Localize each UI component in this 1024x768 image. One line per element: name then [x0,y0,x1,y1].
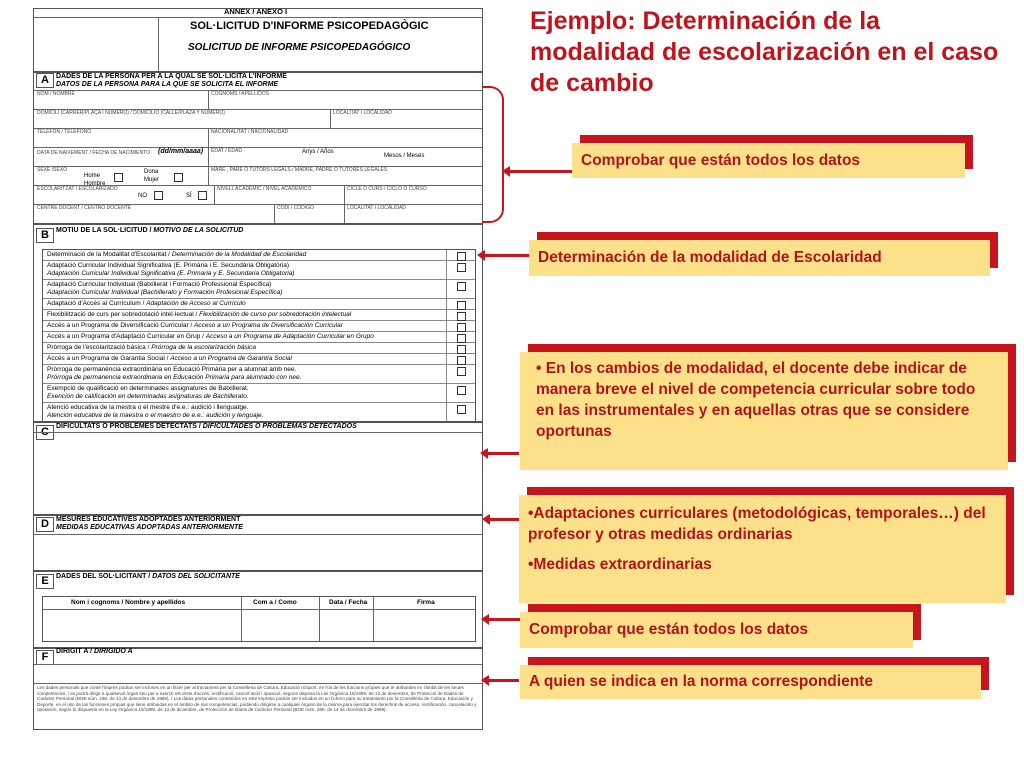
callout-modalidad: Determinación de la modalidad de Escolaridad [529,240,990,276]
label-mesos: Mesos / Meses [384,153,425,159]
section-a-heading-ca: DADES DE LA PERSONA PER A LA QUAL SE SOL·LICITA L'INFORME [56,73,287,80]
form-title-es: SOLICITUD DE INFORME PSICOPEDAGÓGICO [188,42,411,53]
motive-checkbox[interactable] [457,312,466,321]
field-localitat2[interactable]: LOCALITAT / LOCALIDAD [347,205,406,211]
label-si: SÍ [186,193,192,199]
col-data: Data / Fecha [329,599,368,606]
motive-row [43,365,475,384]
motive-row [43,280,475,299]
arrow-3 [487,452,519,455]
callout-adaptaciones [519,495,1006,603]
motive-row [43,321,475,332]
form-title-ca: SOL·LICITUD D'INFORME PSICOPEDAGÒGIC [190,20,429,32]
arrow-1 [509,170,572,173]
callout-check-data-1: Comprobar que están todos los datos [572,143,965,178]
section-f-letter: F [36,650,54,665]
checkbox-si[interactable] [198,191,207,200]
date-format: (dd/mm/aaaa) [158,148,204,155]
motive-checkbox[interactable] [457,252,466,261]
motive-row [43,332,475,343]
motive-label: Pròrroga de l'escolarització bàsica / Prórroga de la escolarización básica [47,344,256,351]
privacy-footer: Les dades personals que conté l'imprès podran ser incloses en un fitxer per al tractament per la Conselleria de Cultura, Educació i Esport, en l'ús de les funcions pròpies que té atribuïdes en l'àmbit de les seues competències, i es podrà dirigir a qualsevol òrgan seu per a exercir els drets d'accés, rectificació, cancel·lació i oposició, segons disposa la Llei Orgànica 15/1999, de 13 de desembre, de Protecció de Dades de Caràcter Personal (BOE núm. 298, de 14 de desembre de 1999). / Los datos personales contenidos en este impreso podrán ser incluidos en un fichero para su tratamiento por la Conselleria de Cultura, Educación y Deporte, en el uso de las funciones propias que tiene atribuidas en el ámbito de sus competencias, pudiendo dirigirse a cualquier órgano de la misma para ejercitar los derechos de acceso, rectificación, cancelación y oposición, según lo dispuesto en la Ley Orgánica 15/1999, de 13 de diciembre, de Protección de Datos de Carácter Personal (BOE núm. 298, de 14 de diciembre de 1999). [37,685,477,713]
motive-row [43,343,475,354]
field-pares[interactable]: MARE , PARE O TUTORS LEGALS / MADRE, PADRE O TUTORES LEGALES [211,167,388,173]
motive-label: Determinació de la Modalitat d'Escolaritat / Determinación de la Modalidad de Escolaridad [47,251,307,258]
arrow-4 [489,518,519,521]
motive-row [43,384,475,403]
callout-competencia: • En los cambios de modalidad, el docente debe indicar de manera breve el nivel de competencia curricular sobre todo en las instrumentales y en aquellas otras que se considere oportunas [520,352,1008,470]
field-naixement[interactable]: DATA DE NAIXEMENT / FECHA DE NACIMIENTO [37,150,150,156]
section-b-heading: MOTIU DE LA SOL·LICITUD / MOTIVO DE LA SOLICITUD [56,227,244,234]
motive-checkbox[interactable] [457,263,466,272]
motive-label: Atenció educativa de la mestra o el mestre d'e.e.: audició i llenguatge. Atención educativa de la maestra o el maestro de e.e.: audición y lenguaje. [47,404,264,419]
field-sexe: SEXE /SEXO [37,167,68,173]
motive-row [43,299,475,310]
col-com: Com a / Como [253,599,297,606]
motive-label: Accés a un Programa de Garantia Social / Acceso a un Programa de Garantía Social [47,355,292,362]
field-nivell[interactable]: NIVELL ACADÈMIC / NIVEL ACADÉMICO [217,186,312,192]
motive-label: Adaptació Curricular Individual Significativa (E. Primària i E. Secundària Obligatòria) Adaptación Curricular Individual Significativa (E. Primaria y E. Secundaria Obligatoria) [47,262,295,277]
field-nom[interactable]: NOM / NOMBRE [37,91,75,97]
motive-row [43,261,475,280]
section-e-letter: E [36,574,54,589]
section-c-heading: DIFICULTATS O PROBLEMES DETECTATS / DIFICULTADES O PROBLEMAS DETECTADOS [56,423,357,430]
section-a-heading-es: DATOS DE LA PERSONA PARA LA QUE SE SOLICITA EL INFORME [56,81,279,88]
motive-label: Flexibilització de curs per sobredotació intel·lectual / Flexibilización de curso por sobredotación intelectual [47,311,352,318]
motive-label: Adaptació d'Accés al Currículum / Adaptación de Acceso al Currículo [47,300,246,307]
col-firma: Firma [417,599,435,606]
motive-label: Accés a un Programa de Diversificació Curricular / Acceso a un Programa de Diversificación Curricular [47,322,343,329]
section-e-heading: DADES DEL SOL·LICITANT / DATOS DEL SOLICITANTE [56,573,240,580]
section-d-letter: D [36,517,54,532]
motive-checkbox[interactable] [457,345,466,354]
motive-checkbox[interactable] [457,386,466,395]
application-form [33,8,483,730]
annex-label: ANNEX / ANEXO I [224,7,288,16]
section-b-letter: B [36,228,54,243]
checkbox-home[interactable] [114,173,123,182]
label-anys: Anys / Años [302,149,334,155]
section-d-heading-ca: MESURES EDUCATIVES ADOPTADES ANTERIORMENT [56,516,241,523]
label-home: Home Hombre [84,173,106,187]
arrow-2 [484,254,530,257]
field-localitat[interactable]: LOCALITAT / LOCALIDAD [333,110,392,116]
motive-checkbox[interactable] [457,367,466,376]
slide-title: Ejemplo: Determinación de la modalidad de escolarización en el caso de cambio [530,7,999,97]
motive-checkbox[interactable] [457,405,466,414]
field-escolaritzat: ESCOLARITZAT / ESCOLARIZADO [37,186,118,192]
callout-adaptaciones-extraordinarias: •Medidas extraordinarias [528,556,712,573]
arrow-6 [488,679,519,682]
applicant-table [42,596,476,642]
motive-checkbox[interactable] [457,301,466,310]
motive-checkbox[interactable] [457,323,466,332]
motive-label: Exempció de qualificació en determinades assignatures de Batxillerat. Exención de calificación en determinadas asignaturas de Bachillerato. [47,385,249,400]
field-domicili[interactable]: DOMICILI (CARRER/PLAÇA I NÚMERO) / DOMICILIO (CALLE/PLAZA Y NÚMERO) [37,110,225,116]
section-a-brace [482,86,504,223]
checkbox-dona[interactable] [174,173,183,182]
field-nacionalitat[interactable]: NACIONALITAT / NACIONALIDAD [211,129,289,135]
motive-row [43,250,475,261]
section-c-letter: C [36,425,54,440]
motive-table [42,249,476,422]
callout-dirigido: A quien se indica en la norma correspondiente [520,665,981,699]
field-centre[interactable]: CENTRE DOCENT / CENTRO DOCENTE [37,205,132,211]
field-telefon[interactable]: TELÈFON / TELÉFONO [37,129,92,135]
motive-label: Pròrroga de permanència extraordinària en Educació Primària per a alumnat amb nee. Prórroga de permanencia extraordinaria en Educación Primaria para alumnado con nee. [47,366,302,381]
section-a-letter: A [36,73,54,88]
motive-label: Accés a un Programa d'Adaptació Curricular en Grup / Acceso a un Programa de Adaptación Curricular en Grupo [47,333,374,340]
motive-label: Adaptació Curricular Individual (Batxillerat i Formació Professional Específica) Adaptación Curricular Individual (Bachillerato y Formación Profesional Específica) [47,281,283,296]
motive-row [43,403,475,421]
arrow-5 [488,618,520,621]
col-nom: Nom i cognoms / Nombre y apellidos [71,599,186,606]
motive-checkbox[interactable] [457,282,466,291]
field-cicle[interactable]: CICLE O CURS / CICLO O CURSO [347,186,427,192]
label-dona: Dona Mujer [144,169,160,183]
section-f-heading: DIRIGIT A / DIRIGIDO A [56,648,133,655]
motive-row [43,310,475,321]
field-codi[interactable]: CODI / CÓDIGO [277,205,314,211]
callout-adaptaciones-ordinarias: •Adaptaciones curriculares (metodológicas, temporales…) del profesor y otras medidas ordinarias [528,505,986,543]
callout-check-data-2: Comprobar que están todos los datos [520,612,913,648]
field-cognoms[interactable]: COGNOMS / APELLIDOS [211,91,270,97]
field-edat[interactable]: EDAT / EDAD [211,148,242,154]
section-d-heading-es: MEDIDAS EDUCATIVAS ADOPTADAS ANTERIORMENTE [56,524,243,531]
checkbox-no[interactable] [154,191,163,200]
motive-row [43,354,475,365]
motive-checkbox[interactable] [457,334,466,343]
motive-checkbox[interactable] [457,356,466,365]
label-no: NO [138,193,147,199]
